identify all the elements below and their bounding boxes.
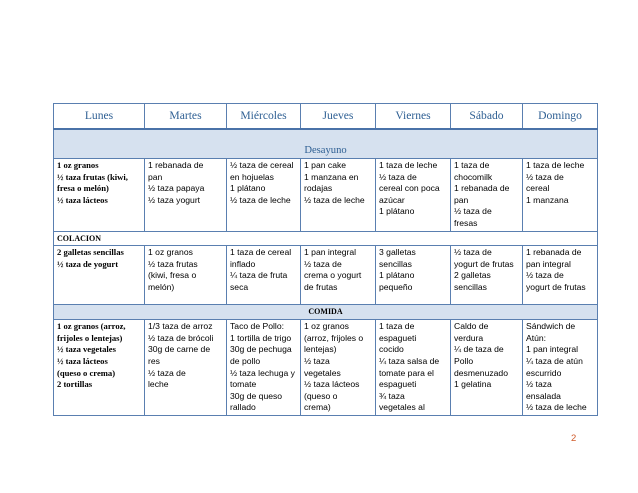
cell-line: 1 oz granos: [148, 247, 193, 258]
cell-line: ½ taza de: [148, 367, 186, 378]
days-header-row: [54, 104, 598, 130]
cell-line: ½ taza lácteos: [304, 379, 360, 390]
cell-line: ½ taza: [526, 379, 552, 390]
colacion-jueves: [301, 246, 376, 305]
cell-line: (queso o crema): [57, 367, 116, 378]
colacion-viernes: [376, 246, 451, 305]
comida-domingo: [523, 320, 598, 416]
cell-line: cereal: [526, 183, 550, 194]
desayuno-portions: [54, 159, 145, 232]
day-header-domingo: Domingo: [523, 104, 598, 130]
cell-line: 1 pan integral: [526, 344, 579, 355]
cell-line: 1 rebanada de: [526, 247, 582, 258]
cell-line: fresas: [454, 217, 478, 228]
cell-line: ½ taza de cereal: [230, 160, 294, 170]
cell-line: ¼ taza de fruta: [230, 270, 288, 281]
cell-line: 30g de queso: [230, 390, 283, 401]
cell-line: inflado: [230, 258, 256, 269]
day-header-jueves: Jueves: [301, 104, 376, 130]
cell-line: Sándwich de: [526, 321, 576, 332]
cell-line: espagueti: [379, 332, 417, 343]
cell-line: 1 pan cake: [304, 160, 347, 170]
page-number: 2: [571, 433, 577, 444]
comida-jueves: [301, 320, 376, 416]
colacion-band: [54, 231, 598, 246]
cell-line: 1 taza de cereal: [230, 247, 292, 258]
cell-line: ½ taza de leche: [304, 194, 365, 205]
cell-line: 2 tortillas: [57, 379, 93, 390]
colacion-miercoles: [227, 246, 301, 305]
cell-line: tomate: [230, 379, 257, 390]
cell-line: leche: [148, 379, 169, 390]
day-header-lunes: Lunes: [54, 104, 145, 130]
cell-line: pequeño: [379, 281, 413, 292]
cell-line: ½ taza de yogurt: [57, 258, 119, 269]
cell-line: 1 oz granos (arroz,: [57, 321, 126, 332]
cell-line: 1 oz granos: [57, 160, 99, 170]
cell-line: frijoles o lentejas): [57, 332, 123, 343]
desayuno-martes: [145, 159, 227, 232]
comida-miercoles: [227, 320, 301, 416]
cell-line: sencillas: [379, 258, 412, 269]
cell-line: 1 manzana en: [304, 171, 359, 182]
cell-line: sencillas: [454, 281, 487, 292]
cell-line: crema): [304, 402, 331, 413]
cell-line: pan: [454, 194, 469, 205]
cell-line: (queso o: [304, 390, 338, 401]
cell-line: 2 galletas sencillas: [57, 247, 124, 258]
cell-line: cereal con poca: [379, 183, 440, 194]
cell-line: 3 galletas: [379, 247, 416, 258]
comida-viernes: [376, 320, 451, 416]
cell-line: lentejas): [304, 344, 337, 355]
desayuno-domingo: [523, 159, 598, 232]
desayuno-sabado: [451, 159, 523, 232]
comida-portions: [54, 320, 145, 416]
cell-line: ½ taza de: [454, 206, 492, 217]
cell-line: Pollo: [454, 355, 474, 366]
cell-line: Caldo de: [454, 321, 489, 332]
cell-line: (kiwi, fresa o: [148, 270, 197, 281]
cell-line: 1 taza de leche: [526, 160, 585, 170]
cell-line: ½ taza papaya: [148, 183, 205, 194]
cell-line: melón): [148, 281, 175, 292]
desayuno-viernes: [376, 159, 451, 232]
comida-title: COMIDA: [54, 305, 598, 320]
cell-line: yogurt de frutas: [454, 258, 514, 269]
colacion-row: [54, 246, 598, 305]
cell-line: Atún:: [526, 332, 547, 343]
cell-line: pan: [148, 171, 163, 182]
day-header-viernes: Viernes: [376, 104, 451, 130]
desayuno-jueves: [301, 159, 376, 232]
cell-line: ½ taza lácteos: [57, 194, 108, 205]
colacion-martes: [145, 246, 227, 305]
cell-line: 1 taza de leche: [379, 160, 438, 170]
cell-line: ½ taza lácteos: [57, 355, 108, 366]
cell-line: desmenuzado: [454, 367, 508, 378]
day-header-miercoles: Miércoles: [227, 104, 301, 130]
cell-line: ½ taza frutas: [148, 258, 198, 269]
cell-line: ensalada: [526, 390, 561, 401]
desayuno-title: Desayuno: [54, 129, 598, 159]
colacion-sabado: [451, 246, 523, 305]
cell-line: 1 taza de: [379, 321, 415, 332]
cell-line: verdura: [454, 332, 484, 343]
cell-line: en hojuelas: [230, 171, 274, 182]
comida-sabado: [451, 320, 523, 416]
cell-line: 30g de carne de: [148, 344, 211, 355]
cell-line: 30g de pechuga: [230, 344, 292, 355]
colacion-portions: [54, 246, 145, 305]
cell-line: 1 rebanada de: [148, 160, 204, 170]
cell-line: ½ taza de leche: [526, 402, 587, 413]
cell-line: ½ taza de: [526, 270, 564, 281]
cell-line: vegetales al: [379, 402, 425, 413]
cell-line: rodajas: [304, 183, 333, 194]
comida-band: [54, 305, 598, 320]
cell-line: escurrido: [526, 367, 562, 378]
day-header-martes: Martes: [145, 104, 227, 130]
day-header-sabado: Sábado: [451, 104, 523, 130]
comida-row: [54, 320, 598, 416]
cell-line: ½ taza: [304, 355, 330, 366]
cell-line: ½ taza frutas (kiwi,: [57, 171, 128, 182]
cell-line: ¼ taza salsa de: [379, 355, 440, 366]
cell-line: 1/3 taza de arroz: [148, 321, 213, 332]
desayuno-row: [54, 159, 598, 232]
cell-line: 1 plátano: [379, 270, 415, 281]
cell-line: yogurt de frutas: [526, 281, 586, 292]
cell-line: 1 gelatina: [454, 379, 492, 390]
cell-line: ½ taza de: [304, 258, 342, 269]
cell-line: vegetales: [304, 367, 341, 378]
cell-line: crema o yogurt: [304, 270, 362, 281]
cell-line: 1 pan integral: [304, 247, 357, 258]
cell-line: 1 plátano: [379, 206, 415, 217]
meal-plan-table: [53, 103, 598, 416]
comida-martes: [145, 320, 227, 416]
cell-line: seca: [230, 281, 249, 292]
cell-line: ¾ taza: [379, 390, 405, 401]
cell-line: ½ taza de: [526, 171, 564, 182]
cell-line: rallado: [230, 402, 256, 413]
cell-line: ¼ de taza de: [454, 344, 504, 355]
cell-line: de frutas: [304, 281, 338, 292]
cell-line: 1 manzana: [526, 194, 569, 205]
cell-line: ¼ taza de atún: [526, 355, 583, 366]
cell-line: 1 tortilla de trigo: [230, 332, 292, 343]
cell-line: ½ taza de brócoli: [148, 332, 214, 343]
cell-line: chocomilk: [454, 171, 493, 182]
cell-line: ½ taza de: [454, 247, 492, 258]
cell-line: cocido: [379, 344, 404, 355]
cell-line: 2 galletas: [454, 270, 491, 281]
cell-line: 1 plátano: [230, 183, 266, 194]
cell-line: de pollo: [230, 355, 261, 366]
desayuno-miercoles: [227, 159, 301, 232]
cell-line: espagueti: [379, 379, 417, 390]
colacion-domingo: [523, 246, 598, 305]
colacion-title: COLACION: [54, 231, 598, 246]
cell-line: ½ taza de: [379, 171, 417, 182]
cell-line: azúcar: [379, 194, 405, 205]
cell-line: 1 taza de: [454, 160, 490, 170]
cell-line: tomate para el: [379, 367, 434, 378]
cell-line: ½ taza vegetales: [57, 344, 116, 355]
cell-line: (arroz, frijoles o: [304, 332, 364, 343]
cell-line: ½ taza de leche: [230, 194, 291, 205]
cell-line: ½ taza lechuga y: [230, 367, 295, 378]
cell-line: pan integral: [526, 258, 571, 269]
desayuno-band: [54, 129, 598, 159]
cell-line: Taco de Pollo:: [230, 321, 284, 332]
cell-line: fresa o melón): [57, 183, 109, 194]
cell-line: res: [148, 355, 160, 366]
cell-line: 1 rebanada de: [454, 183, 510, 194]
cell-line: ½ taza yogurt: [148, 194, 201, 205]
cell-line: 1 oz granos: [304, 321, 349, 332]
